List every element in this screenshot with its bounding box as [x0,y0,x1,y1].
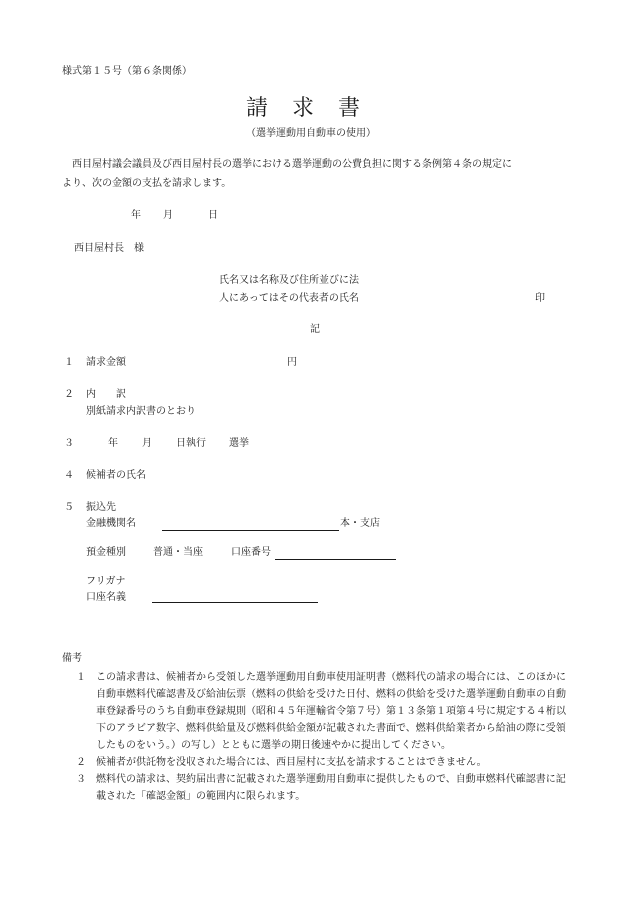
form-number: 様式第１５号（第６条関係） [62,66,192,77]
seal-mark: 印 [535,293,545,304]
item-3-number: ３ [64,438,74,449]
addressee: 西目屋村長 様 [74,243,144,254]
remark-number: １ [76,672,86,683]
remark-number: ３ [76,774,86,785]
item-2-number: ２ [64,389,74,400]
item-1-label: 請求金額 [86,357,126,368]
item-3-year-label: 年 [108,438,118,449]
claimant-label-line-1: 氏名又は名称及び住所並びに法 [219,275,359,286]
account-number-label: 口座番号 [231,547,271,558]
remark-text: この請求書は、候補者から受領した選挙運動用自動車使用証明書（燃料代の請求の場合には、このほかに自動車燃料代確認書及び給油伝票（燃料の供給を受けた日付、燃料の供給を受けた選挙運動自動車の自動車登録番号のうち自動車登録規則（昭和４５年運輸省令第７号）第１３条第１項第４号に規定する４桁以下のアラビア数字、燃料供給量及び燃料供給金額が記載された書面で、燃料供給業者から給油の際に受領したものをいう。）の写し）とともに選挙の期日後速やかに提出してください。 [96,672,566,751]
account-name-field[interactable] [152,590,318,603]
document-title: 請求書 [246,96,385,121]
item-3-election-label: 選挙 [229,438,249,449]
remark-item [62,754,572,771]
bank-name-field[interactable] [162,518,339,531]
remark-item [62,771,572,805]
item-2-detail: 別紙請求内訳書のとおり [86,406,196,417]
item-2-label: 内 訳 [86,389,126,400]
account-number-field[interactable] [275,547,396,560]
date-month-label: 月 [163,210,173,221]
remark-text: 候補者が供託物を没収された場合には、西目屋村に支払を請求することはできません。 [96,757,487,768]
item-1-number: １ [64,357,74,368]
remark-item [62,669,572,754]
remarks-list [62,669,572,805]
date-year-label: 年 [131,210,141,221]
date-day-label: 日 [208,210,218,221]
document-subtitle: （選挙運動用自動車の使用） [246,128,376,139]
item-4-number: ４ [64,470,74,481]
account-type-options: 普通・当座 [153,547,203,558]
furigana-label: フリガナ [86,576,126,587]
account-name-label: 口座名義 [86,592,126,603]
ki-heading: 記 [310,324,320,335]
bank-branch-suffix: 本・支店 [340,518,380,529]
intro-line-1: 西目屋村議会議員及び西目屋村長の選挙における選挙運動の公費負担に関する条例第４条の規定に [72,159,512,170]
remarks-heading: 備考 [62,653,82,664]
remark-text: 燃料代の請求は、契約届出書に記載された選挙運動用自動車に提供したもので、自動車燃料代確認書に記載された「確認金額」の範囲内に限られます。 [96,774,566,802]
item-5-number: ５ [64,502,74,513]
item-4-label: 候補者の氏名 [86,470,146,481]
claimant-label-line-2: 人にあってはその代表者の氏名 [219,293,359,304]
bank-name-label: 金融機関名 [86,518,136,529]
item-5-label: 振込先 [86,502,116,513]
remark-number: ２ [76,757,86,768]
item-3-day-label: 日執行 [176,438,206,449]
account-type-label: 預金種別 [86,547,126,558]
item-3-month-label: 月 [142,438,152,449]
item-1-unit: 円 [287,357,297,368]
intro-line-2: より、次の金額の支払を請求します。 [62,178,232,189]
